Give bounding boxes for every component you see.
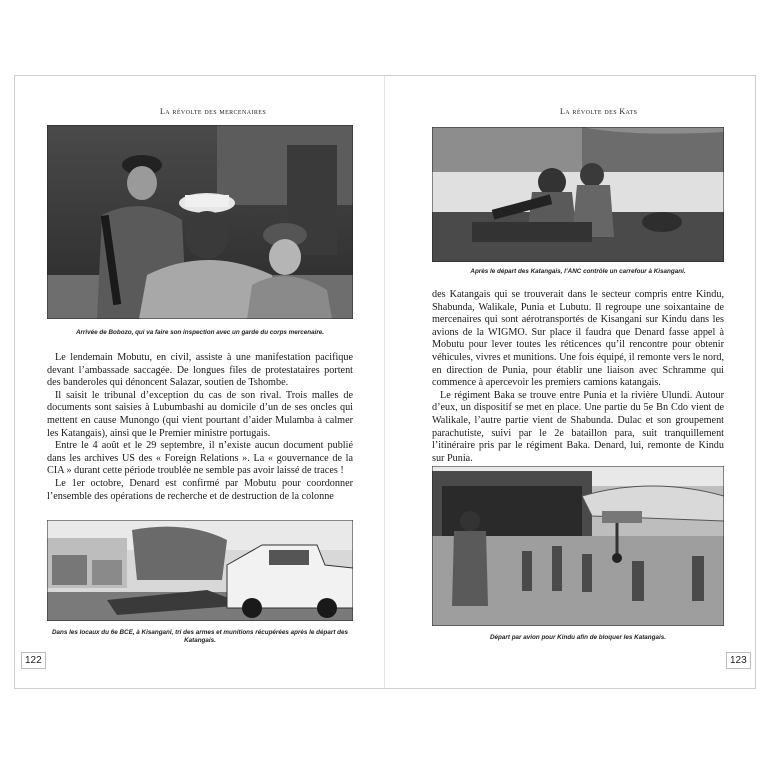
caption-airplane-photo: Départ par avion pour Kindu afin de bloquer les Katangais. xyxy=(490,634,666,641)
page-number-right: 123 xyxy=(726,652,751,669)
paragraph: Le 1er octobre, Denard est confirmé par Mobutu pour coordonner l’ensemble des opérations de recherche et de destruction de la colonne xyxy=(47,477,353,502)
photo-troops-airplane xyxy=(432,466,724,626)
caption-soldiers-photo: Après le départ des Katangais, l’ANC contrôle un carrefour à Kisangani. xyxy=(470,268,686,275)
right-page xyxy=(385,76,755,688)
paragraph: Il saisit le tribunal d’exception du cas de son rival. Trois malles de documents sont saisies à Lubumbashi au domicile d’un de ses oncles qui mettent en cause Munongo (qui vient pourtant d’aider Mulamba à calmer les Katangais), ainsi que le Premier ministre portugais. xyxy=(47,389,353,439)
paragraph: Entre le 4 août et le 29 septembre, il n’existe aucun document publié dans les archives US des « Foreign Relations ». La « gouvernance de la CIA » durant cette période troublée ne semble pas avoir laissé de traces ! xyxy=(47,440,353,477)
photo-soldiers-machine-gun xyxy=(432,127,724,262)
running-head-right: La révolte des Kats xyxy=(560,107,638,116)
paragraph: Le régiment Baka se trouve entre Punia et la rivière Ulundi. Autour d’eux, un dispositif se met en place. Une partie du 5e Bn Cdo vient de Walikale, l’autre partie vient de Shabunda. Dulac et son groupement parachutiste, suivi par le 2e bataillon para, suit tranquillement l’itinéraire pris par le régiment Baka. Denard, lui, remonte de Kindu sur Punia. xyxy=(432,389,724,464)
right-body-text xyxy=(432,289,724,465)
photo-officers-in-jeep xyxy=(47,125,353,319)
book-spread xyxy=(14,75,756,689)
photo-pickup-truck-weapons xyxy=(47,520,353,621)
paragraph: des Katangais qui se trouverait dans le secteur compris entre Kindu, Shabunda, Walikale, Punia et Lubutu. Il regroupe une soixantaine de mercenaires qui sont aérotransportés de Kisangani sur Kindu dans les avions de la WIGMO. Sur place il faudra que Denard fasse appel à Mobutu pour lever toutes les réticences qu’il rencontre pour obtenir véhicules, vivres et munitions. Une fois équipé, il remonte vers le nord, en direction de Punia, pour établir une liaison avec Schramme qui commence à apercevoir les premiers camions katangais. xyxy=(432,289,724,389)
page-number-left: 122 xyxy=(21,652,46,669)
left-body-text xyxy=(47,352,353,503)
left-page xyxy=(15,76,385,688)
paragraph: Le lendemain Mobutu, en civil, assiste à une manifestation pacifique devant l’ambassade saccagée. De longues files de protestataires portent des banderoles qui dénoncent Salazar, soutien de Tshombe. xyxy=(47,352,353,389)
caption-officers-photo: Arrivée de Bobozo, qui va faire son inspection avec un garde du corps mercenaire. xyxy=(75,329,325,336)
running-head-left: La révolte des mercenaires xyxy=(160,107,267,116)
caption-truck-photo: Dans les locaux du 6e BCE, à Kisangani, tri des armes et munitions récupérées après le départ des Katangais. xyxy=(51,629,349,644)
